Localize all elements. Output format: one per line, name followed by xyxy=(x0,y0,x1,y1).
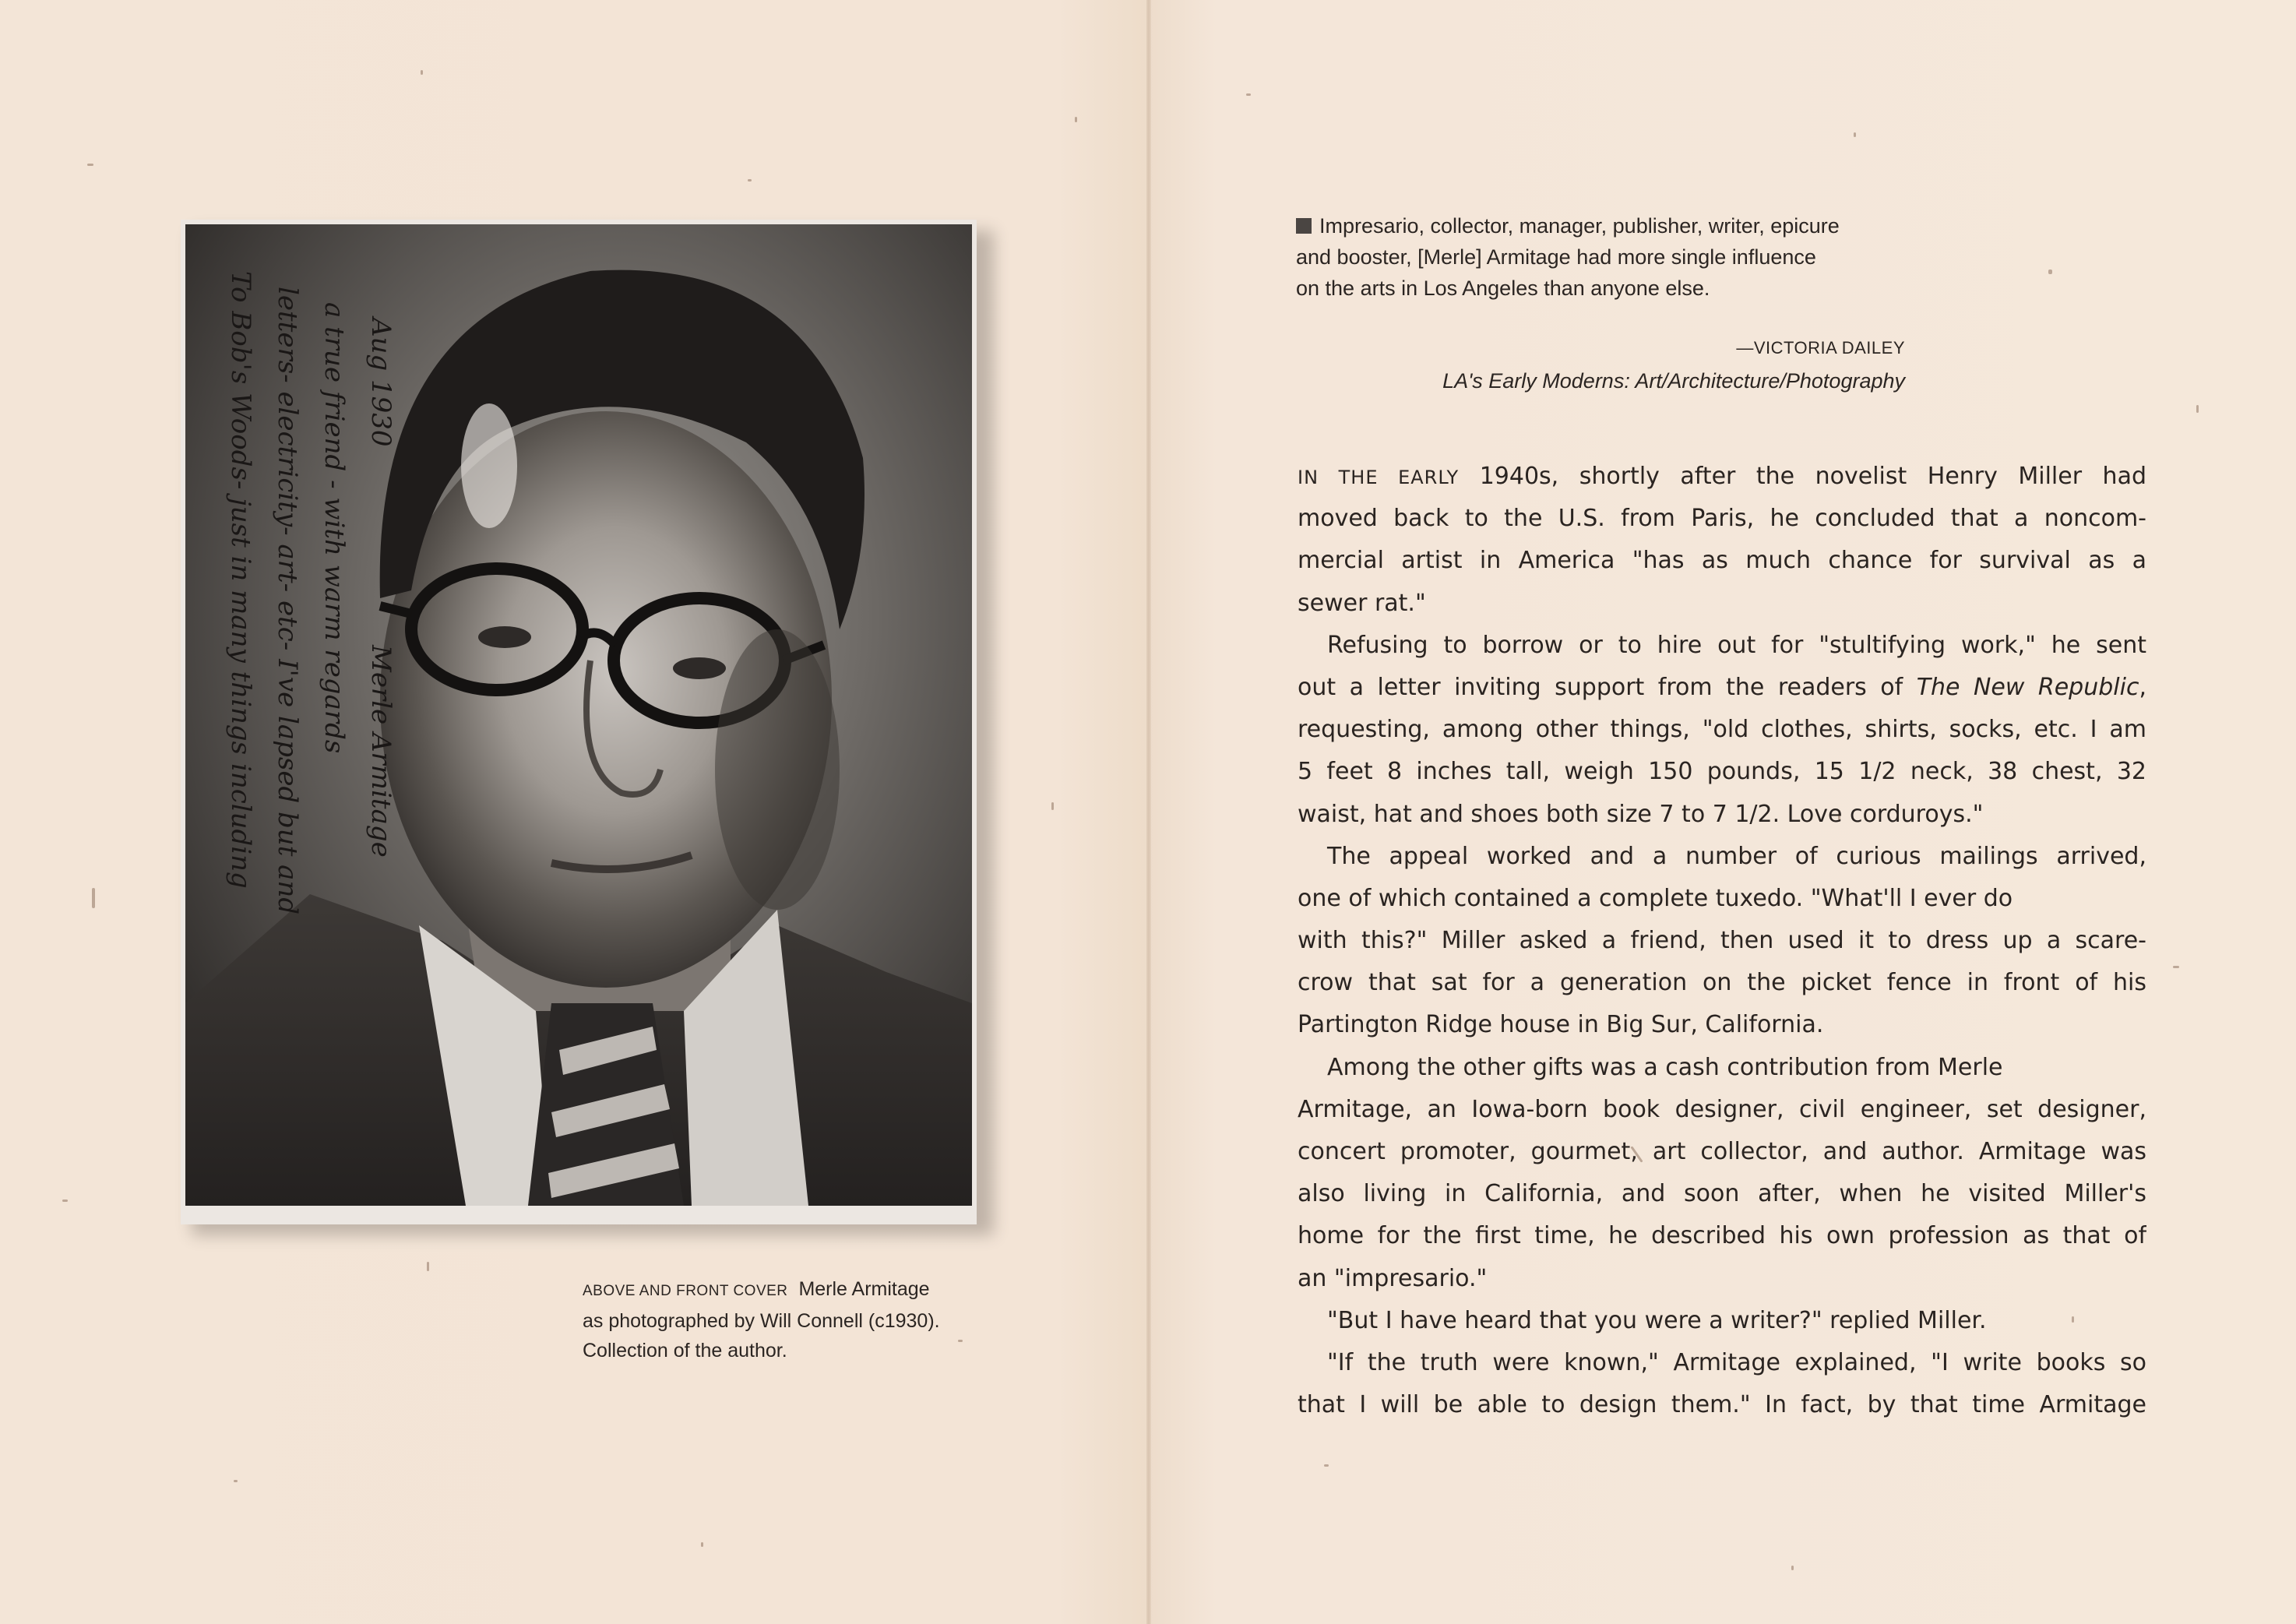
inscription-signature: Merle Armitage xyxy=(365,645,396,858)
quote-line-2: and booster, [Merle] Armitage had more single influence xyxy=(1296,245,1816,269)
body-line: mercial artist in America "has as much chance for survival as a xyxy=(1298,547,2146,575)
photo-caption xyxy=(583,1274,1019,1365)
quote-line-1: Impresario, collector, manager, publisher, writer, epicure xyxy=(1319,214,1840,238)
body-line: one of which contained a complete tuxedo. "What'll I ever do xyxy=(1298,884,2013,912)
inscription-line-3: a true friend - with warm regards xyxy=(319,302,350,754)
epigraph-quote xyxy=(1296,210,1911,304)
body-line: also living in California, and soon after, when he visited Miller's xyxy=(1298,1180,2146,1208)
square-bullet-icon xyxy=(1296,218,1312,234)
body-line: IN THE EARLY 1940s, shortly after the novelist Henry Miller had xyxy=(1298,463,2146,490)
caption-label: ABOVE AND FRONT COVER xyxy=(583,1283,788,1299)
body-line: "If the truth were known," Armitage explained, "I write books so xyxy=(1327,1348,2146,1376)
body-line: out a letter inviting support from the readers of The New Republic, xyxy=(1298,673,2146,701)
attribution-work: LA's Early Moderns: Art/Architecture/Photography xyxy=(1442,369,1905,393)
body-line: with this?" Miller asked a friend, then used it to dress up a scare- xyxy=(1298,927,2146,955)
body-line: The appeal worked and a number of curious mailings arrived, xyxy=(1327,842,2146,870)
body-line: crow that sat for a generation on the picket fence in front of his xyxy=(1298,969,2146,997)
body-line: Refusing to borrow or to hire out for "stultifying work," he sent xyxy=(1327,631,2146,659)
body-line: Armitage, an Iowa-born book designer, civil engineer, set designer, xyxy=(1298,1095,2146,1123)
body-line: requesting, among other things, "old clothes, shirts, socks, etc. I am xyxy=(1298,716,2146,744)
quote-line-3: on the arts in Los Angeles than anyone else. xyxy=(1296,277,1710,300)
body-line: "But I have heard that you were a writer?" replied Miller. xyxy=(1327,1306,1987,1334)
attribution-name: —VICTORIA DAILEY xyxy=(1736,338,1905,358)
body-line: 5 feet 8 inches tall, weigh 150 pounds, 15 1/2 neck, 38 chest, 32 xyxy=(1298,758,2146,786)
body-line: sewer rat." xyxy=(1298,589,1426,617)
body-line: Partington Ridge house in Big Sur, California. xyxy=(1298,1011,1824,1039)
body-text xyxy=(1298,456,2146,1426)
inscription-line-4: Aug 1930 xyxy=(365,318,396,447)
epigraph-attribution xyxy=(1296,332,1905,397)
book-gutter xyxy=(1146,0,1151,1624)
body-line: Among the other gifts was a cash contribution from Merle xyxy=(1327,1053,2003,1081)
caption-line-2: as photographed by Will Connell (c1930). xyxy=(583,1310,940,1332)
body-line: concert promoter, gourmet, art collector, and author. Armitage was xyxy=(1298,1138,2146,1165)
body-line: that I will be able to design them." In fact, by that time Armitage xyxy=(1298,1391,2146,1419)
caption-line-3: Collection of the author. xyxy=(583,1340,787,1362)
inscription-line-2: letters- electricity- art- etc- I've lapsed but and xyxy=(272,287,303,915)
body-line: waist, hat and shoes both size 7 to 7 1/2. Love corduroys." xyxy=(1298,800,1984,828)
body-line: an "impresario." xyxy=(1298,1264,1488,1292)
body-line: moved back to the U.S. from Paris, he concluded that a noncom- xyxy=(1298,505,2146,533)
portrait-photo xyxy=(185,224,972,1206)
caption-subject: Merle Armitage xyxy=(798,1278,930,1300)
inscription-line-1: To Bob's Woods- just in many things including xyxy=(225,271,256,889)
body-line: home for the first time, he described his own profession as that of xyxy=(1298,1222,2146,1250)
